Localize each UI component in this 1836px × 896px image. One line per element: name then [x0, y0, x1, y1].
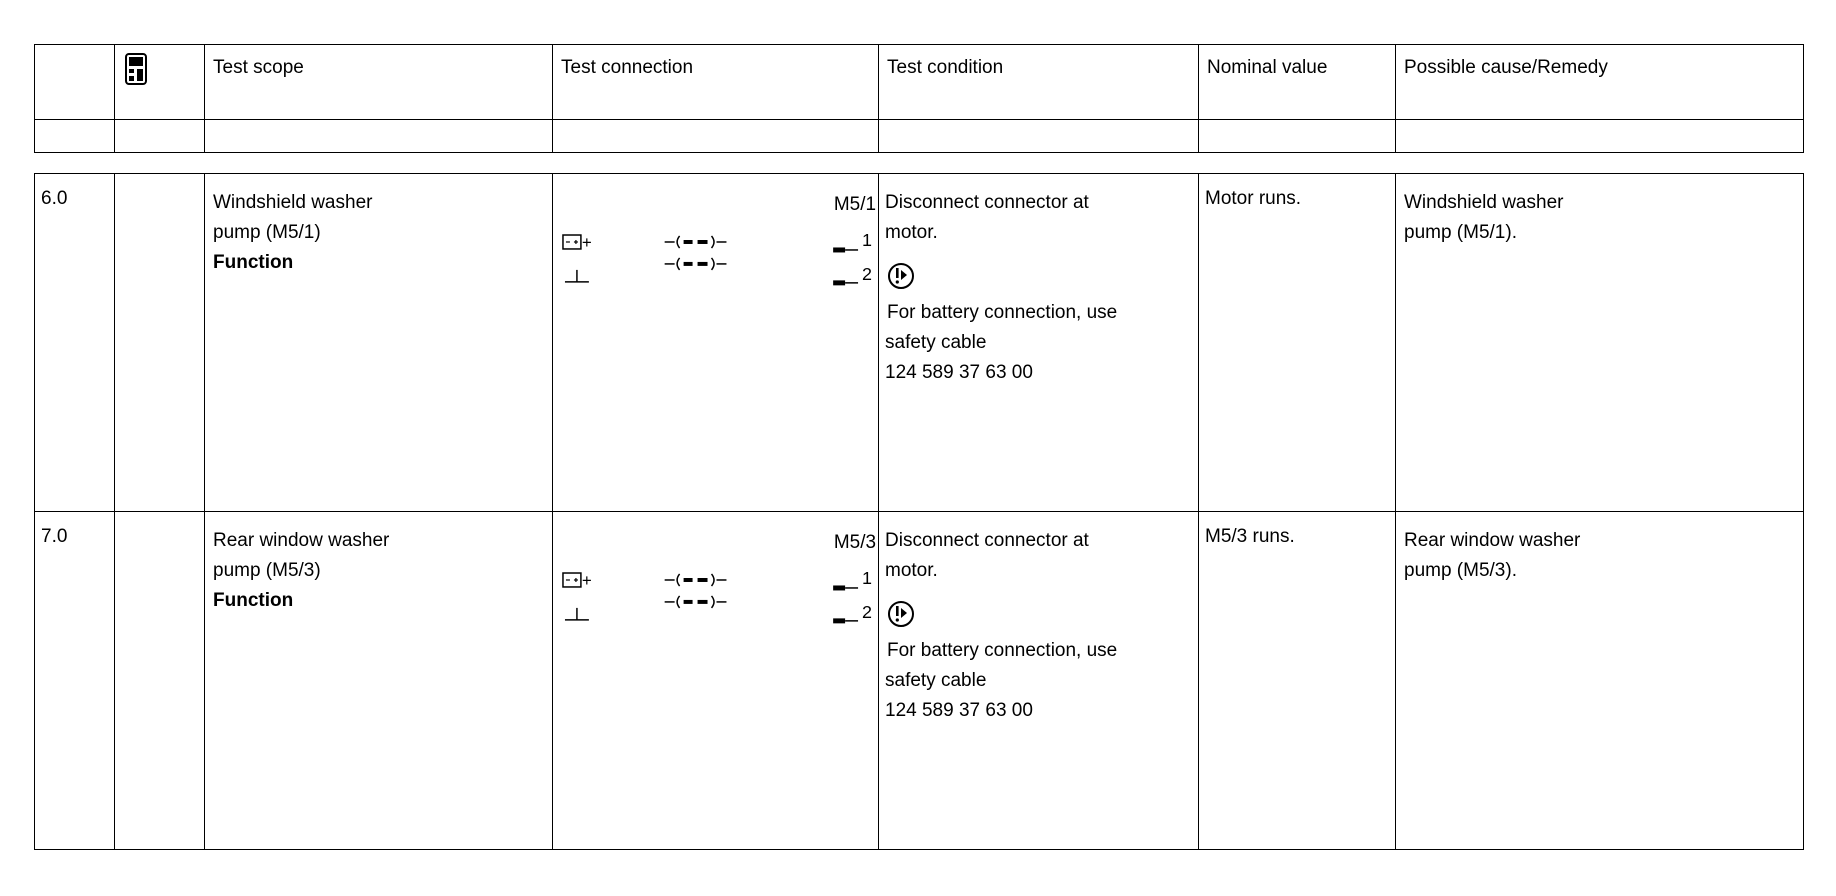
nominal-value: M5/3 runs. — [1199, 512, 1396, 850]
tester-cell — [115, 174, 205, 512]
test-cable-icon — [665, 574, 727, 586]
condition-line: For battery connection, use — [887, 302, 1118, 323]
condition-line: motor. — [885, 222, 938, 243]
remedy-line: pump (M5/1). — [1404, 222, 1517, 243]
condition-line: motor. — [885, 560, 938, 581]
scope-line: pump (M5/3) — [213, 560, 321, 581]
condition-line: Disconnect connector at — [885, 192, 1089, 213]
header-condition: Test condition — [879, 45, 1199, 120]
pin-1-label: 1 — [862, 567, 873, 588]
remedy-line: Rear window washer — [1404, 530, 1581, 551]
header-connection: Test connection — [553, 45, 879, 120]
possible-cause-remedy — [1396, 512, 1804, 850]
test-cable-icon — [665, 258, 727, 270]
test-connection — [553, 174, 879, 512]
header-table — [34, 44, 1804, 153]
ground-symbol-icon — [565, 608, 589, 620]
condition-line: 124 589 37 63 00 — [885, 700, 1033, 721]
test-connection — [553, 512, 879, 850]
nominal-value: Motor runs. — [1199, 174, 1396, 512]
condition-line: 124 589 37 63 00 — [885, 362, 1033, 383]
connection-diagram — [553, 512, 878, 642]
test-cable-icon — [665, 596, 727, 608]
test-table — [34, 173, 1804, 850]
test-cable-icon — [665, 236, 727, 248]
pin-2-label: 2 — [862, 263, 873, 284]
battery-icon — [563, 235, 581, 249]
battery-icon — [563, 573, 581, 587]
test-row — [35, 174, 1804, 512]
connector-label: M5/1 — [833, 194, 877, 216]
condition-line: Disconnect connector at — [885, 530, 1089, 551]
test-row — [35, 512, 1804, 850]
scope-line: Windshield washer — [213, 192, 373, 213]
header-scope: Test scope — [205, 45, 553, 120]
header-blank-row — [35, 120, 1804, 153]
battery-plus-label: + — [581, 570, 592, 590]
test-number: 7.0 — [35, 512, 115, 850]
battery-plus-label: + — [581, 232, 592, 252]
caution-note-icon — [887, 262, 915, 290]
header-icon-cell — [115, 45, 205, 120]
scope-function: Function — [213, 252, 294, 273]
tester-device-icon — [125, 53, 147, 85]
test-condition — [879, 174, 1199, 512]
scope-line: Rear window washer — [213, 530, 390, 551]
tester-cell — [115, 512, 205, 850]
scope-line: pump (M5/1) — [213, 222, 321, 243]
test-condition — [879, 512, 1199, 850]
pin-1-label: 1 — [862, 229, 873, 250]
header-nominal: Nominal value — [1199, 45, 1396, 120]
header-number-cell — [35, 45, 115, 120]
caution-note-icon — [887, 600, 915, 628]
ground-symbol-icon — [565, 270, 589, 282]
remedy-line: Windshield washer — [1404, 192, 1564, 213]
header-row — [35, 45, 1804, 120]
test-scope — [205, 512, 553, 850]
connection-diagram — [553, 174, 878, 304]
remedy-line: pump (M5/3). — [1404, 560, 1517, 581]
connector-label: M5/3 — [833, 532, 877, 554]
condition-line: safety cable — [885, 670, 987, 691]
pin-2-label: 2 — [862, 601, 873, 622]
scope-function: Function — [213, 590, 294, 611]
possible-cause-remedy — [1396, 174, 1804, 512]
test-number: 6.0 — [35, 174, 115, 512]
condition-line: safety cable — [885, 332, 987, 353]
test-scope — [205, 174, 553, 512]
header-remedy: Possible cause/Remedy — [1396, 45, 1804, 120]
condition-line: For battery connection, use — [887, 640, 1118, 661]
